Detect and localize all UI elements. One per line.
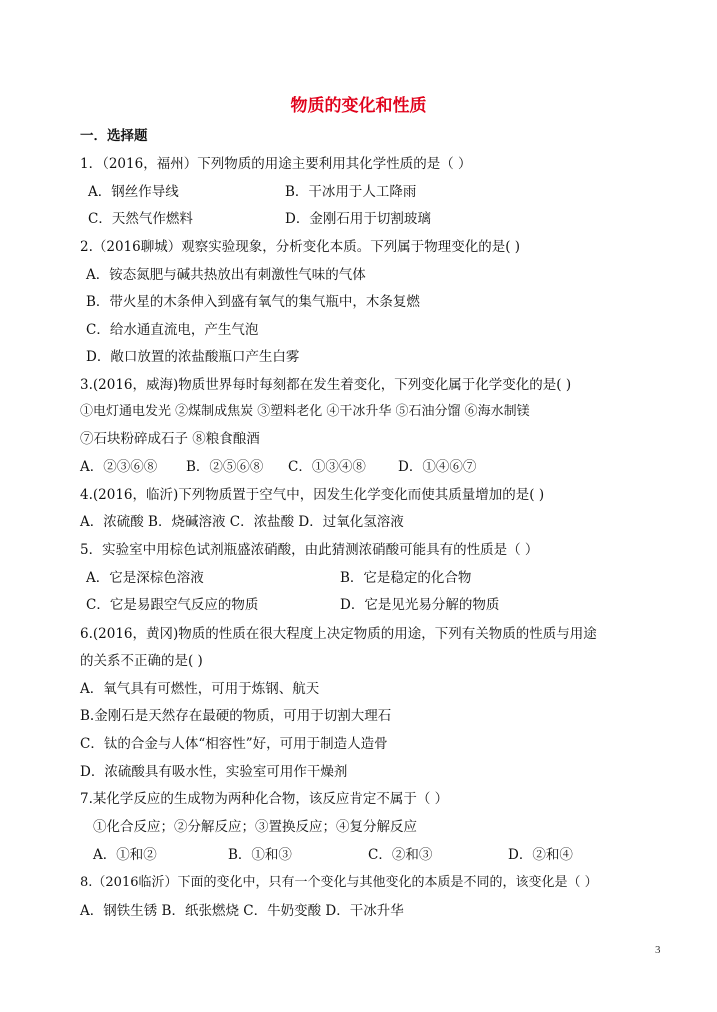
q6-stem-line2: 的关系不正确的是( ) (80, 653, 203, 669)
q5-option-a: A．它是深棕色溶液 (86, 570, 204, 586)
q3-option-d: D．①④⑥⑦ (398, 459, 477, 475)
q6-option-a: A．氧气具有可燃性，可用于炼钢、航天 (80, 681, 320, 697)
q6-option-b: B.金刚石是天然存在最硬的物质，可用于切割大理石 (80, 708, 392, 724)
q2-option-a: A．铵态氮肥与碱共热放出有刺激性气味的气体 (86, 267, 366, 283)
q7-option-a: A．①和② (93, 847, 157, 863)
section-heading: 一．选择题 (80, 128, 148, 144)
q7-option-c: C．②和③ (368, 847, 433, 863)
q2-option-b: B．带火星的木条伸入到盛有氧气的集气瓶中，木条复燃 (86, 294, 420, 310)
q5-option-b: B．它是稳定的化合物 (340, 570, 472, 586)
q6-option-d: D．浓硫酸具有吸水性，实验室可用作干燥剂 (80, 764, 348, 780)
q1-option-b: B．干冰用于人工降雨 (285, 184, 417, 200)
page-number: 3 (655, 944, 661, 956)
q3-items-line2: ⑦石块粉碎成石子 ⑧粮食酿酒 (80, 431, 260, 447)
q3-option-b: B．②⑤⑥⑧ (186, 459, 264, 475)
q8-stem: 8.（2016临沂）下面的变化中，只有一个变化与其他变化的本质是不同的，该变化是（ ） (80, 875, 598, 890)
page-title: 物质的变化和性质 (290, 96, 427, 116)
q3-stem: 3.(2016，威海)物质世界每时每刻都在发生着变化，下列变化属于化学变化的是( ) (80, 377, 572, 393)
q3-option-a: A．②③⑥⑧ (80, 459, 158, 475)
q6-stem-line1: 6.(2016，黄冈)物质的性质在很大程度上决定物质的用途，下列有关物质的性质与用途 (80, 626, 597, 642)
q2-stem: 2.（2016聊城）观察实验现象，分析变化本质。下列属于物理变化的是( ) (80, 239, 521, 255)
q3-items-line1: ①电灯通电发光 ②煤制成焦炭 ③塑料老化 ④干冰升华 ⑤石油分馏 ⑥海水制镁 (80, 404, 530, 419)
q7-stem: 7.某化学反应的生成物为两种化合物，该反应肯定不属于（ ） (80, 791, 449, 807)
q4-stem: 4.(2016，临沂)下列物质置于空气中，因发生化学变化而使其质量增加的是( ) (80, 487, 545, 503)
q2-option-c: C．给水通直流电，产生气泡 (86, 322, 259, 338)
q5-option-c: C．它是易跟空气反应的物质 (86, 597, 259, 613)
q2-option-d: D．敞口放置的浓盐酸瓶口产生白雾 (86, 349, 300, 365)
q1-option-d: D．金刚石用于切割玻璃 (285, 211, 431, 227)
q8-options: A．钢铁生锈 B．纸张燃烧 C．牛奶变酸 D．干冰升华 (80, 903, 404, 919)
q4-options: A．浓硫酸 B．烧碱溶液 C．浓盐酸 D．过氧化氢溶液 (80, 514, 404, 530)
q5-stem: 5．实验室中用棕色试剂瓶盛浓硝酸，由此猜测浓硝酸可能具有的性质是（ ） (80, 542, 539, 558)
q7-option-d: D．②和④ (508, 847, 573, 863)
q1-option-a: A．钢丝作导线 (88, 184, 179, 200)
q3-option-c: C．①③④⑧ (288, 459, 366, 475)
q6-option-c: C．钛的合金与人体“相容性”好，可用于制造人造骨 (80, 736, 388, 752)
q1-stem: 1．（2016，福州）下列物质的用途主要利用其化学性质的是（ ） (80, 156, 472, 172)
q7-items: ①化合反应；②分解反应；③置换反应；④复分解反应 (93, 819, 417, 835)
q5-option-d: D．它是见光易分解的物质 (340, 597, 500, 613)
q1-option-c: C．天然气作燃料 (88, 211, 193, 227)
q7-option-b: B．①和③ (228, 847, 292, 863)
